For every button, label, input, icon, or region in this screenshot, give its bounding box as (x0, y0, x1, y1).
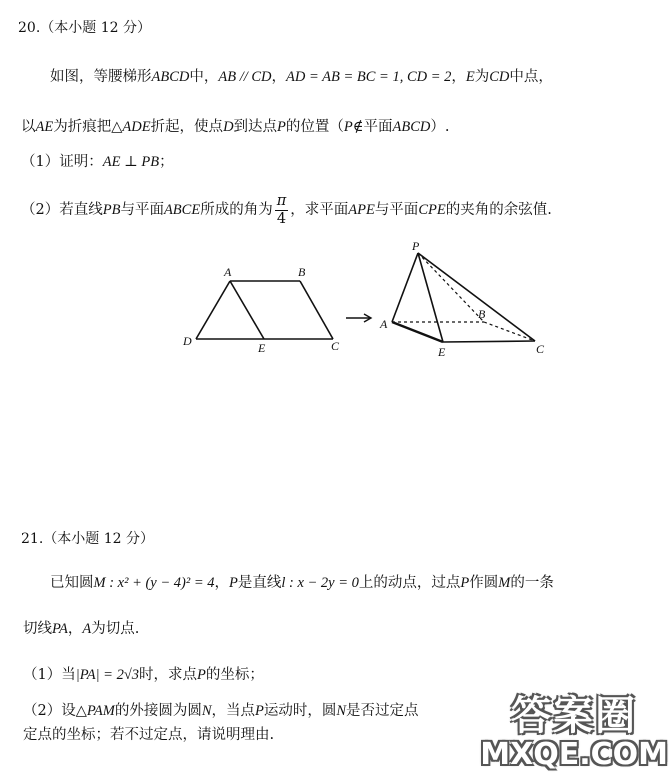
label-b-right: B (478, 307, 486, 321)
label-a-left: A (224, 265, 232, 279)
q20-stem2-b: AE (35, 119, 54, 135)
label-e-right: E (438, 345, 446, 359)
edge-bc (300, 281, 333, 339)
q20-stem1-e: ， (271, 69, 287, 85)
q20-stem2-g: 到达点 (233, 119, 278, 135)
q20-stem1-f: AD = AB = BC = 1, CD = 2 (286, 69, 452, 85)
edge-ae (392, 322, 443, 342)
label-c-right: C (536, 342, 545, 356)
watermark-line2: MXQE.COM (480, 737, 668, 772)
label-e-left: E (258, 341, 266, 355)
q20-stem1-b: ABCD (151, 69, 190, 85)
q21-part1 (23, 668, 264, 683)
q20-stem1-g: ， (451, 69, 466, 85)
q21-stem-line2 (23, 622, 139, 637)
q20-stem2-f: D (223, 119, 234, 135)
q20-stem1-j: CD (489, 69, 510, 85)
q20-p2-i: CPE (418, 202, 446, 218)
label-b-left: B (298, 265, 306, 279)
q21-s1-g: 上的动点，过点 (358, 575, 461, 591)
q20-stem2-d: ADE (122, 119, 151, 135)
q20-p2-e: 所成的角为 (200, 202, 273, 218)
q20-stem1-i: 为 (474, 69, 490, 85)
q20-p2-d: ABCE (163, 202, 201, 218)
fraction-numerator: π (276, 193, 287, 209)
q21-p2-d: N (201, 703, 212, 719)
q20-p1-b: AE ⊥ PB (102, 154, 160, 170)
q21-p1-e: 的坐标； (205, 667, 264, 683)
q21-s1-h: P (460, 575, 470, 591)
q20-header: 20.（本小题 12 分） (18, 20, 151, 36)
q20-stem2-j: P (343, 119, 353, 135)
edge-bc-hidden (484, 322, 535, 341)
q20-p2-j: 的夹角的余弦值. (445, 202, 552, 218)
edge-ec (443, 341, 535, 342)
q20-p2-c: 与平面 (120, 202, 164, 218)
q21-part2 (23, 704, 419, 719)
q21-stem-line1 (50, 576, 554, 591)
q20-stem2-h: P (277, 119, 286, 135)
watermark-line1: 答案圈 (511, 693, 638, 739)
q21-s1-a: 已知圆 (50, 575, 94, 591)
edge-ae (230, 281, 264, 339)
q20-p2-b: PB (102, 202, 121, 218)
q20-stem1-a: 如图，等腰梯形 (50, 69, 152, 85)
q21-p1-b: |PA| = 2√3 (75, 667, 140, 683)
trapezoid-figure (196, 281, 333, 339)
label-c-left: C (331, 339, 340, 353)
q21-p1-d: P (197, 667, 206, 683)
label-p-right: P (412, 239, 420, 253)
edge-pc (418, 253, 535, 341)
edge-pa (392, 253, 418, 322)
q21-s2-d: A (82, 621, 92, 637)
q20-stem1-c: 中， (189, 69, 219, 85)
q20-stem2-i: 的位置（ (285, 119, 344, 135)
label-d-left: D (183, 334, 192, 348)
pyramid-figure (392, 253, 535, 342)
q21-s1-k: 的一条 (510, 575, 554, 591)
q21-s1-b: M : x² + (y − 4)² = 4 (93, 575, 215, 591)
q21-s2-a: 切线 (23, 621, 52, 637)
q20-stem2-l: ABCD (392, 119, 431, 135)
q21-s1-e: 是直线 (237, 575, 282, 591)
q21-p2-h: N (336, 703, 347, 719)
edge-da (196, 281, 230, 339)
q21-s2-e: 为切点. (91, 621, 140, 637)
q20-stem2-e: 折起，使点 (150, 119, 224, 135)
q21-s1-i: 作圆 (469, 575, 499, 591)
q20-stem2-c: 为折痕把△ (53, 119, 123, 135)
q21-s1-d: P (228, 575, 238, 591)
q21-p2-b: PAM (86, 703, 115, 719)
q20-p2-h: 与平面 (374, 202, 419, 218)
q20-stem2-m: ）. (430, 119, 450, 135)
q20-stem2-k: ∉平面 (352, 119, 393, 135)
arrow-icon (346, 314, 371, 322)
q21-p2-i: 是否过定点 (346, 703, 419, 719)
q21-part2-cont: 定点的坐标；若不过定点，请说明理由. (23, 727, 275, 743)
fraction-denominator: 4 (276, 210, 287, 227)
q20-p2-a: （2）若直线 (21, 202, 103, 218)
q20-p2-g: APE (348, 202, 375, 218)
q20-stem1-h: E (465, 69, 475, 85)
q20-stem2-a: 以 (21, 119, 36, 135)
q21-p1-a: （1）当 (23, 667, 76, 683)
q20-stem1-d: AB // CD (218, 69, 272, 85)
q21-p2-c: 的外接圆为圆 (114, 703, 202, 719)
q20-p2-f: ，求平面 (290, 202, 349, 218)
q21-header: 21.（本小题 12 分） (21, 531, 154, 547)
q20-stem1-k: 中点， (509, 69, 553, 85)
label-a-right: A (380, 317, 388, 331)
q20-p1-a: （1）证明： (21, 154, 103, 170)
q20-p1-c: ； (159, 154, 174, 170)
q21-s1-f: l : x − 2y = 0 (281, 575, 359, 591)
q21-s1-c: ， (214, 575, 229, 591)
q21-p2-f: P (255, 703, 264, 719)
q21-p2-e: ，当点 (211, 703, 255, 719)
q21-s2-b: PA (52, 621, 68, 637)
q21-p2-g: 运动时，圆 (263, 703, 337, 719)
q21-p2-a: （2）设△ (23, 703, 87, 719)
q21-p1-c: 时，求点 (139, 667, 198, 683)
q21-s1-j: M (498, 575, 511, 591)
q21-s2-c: ， (67, 621, 83, 637)
